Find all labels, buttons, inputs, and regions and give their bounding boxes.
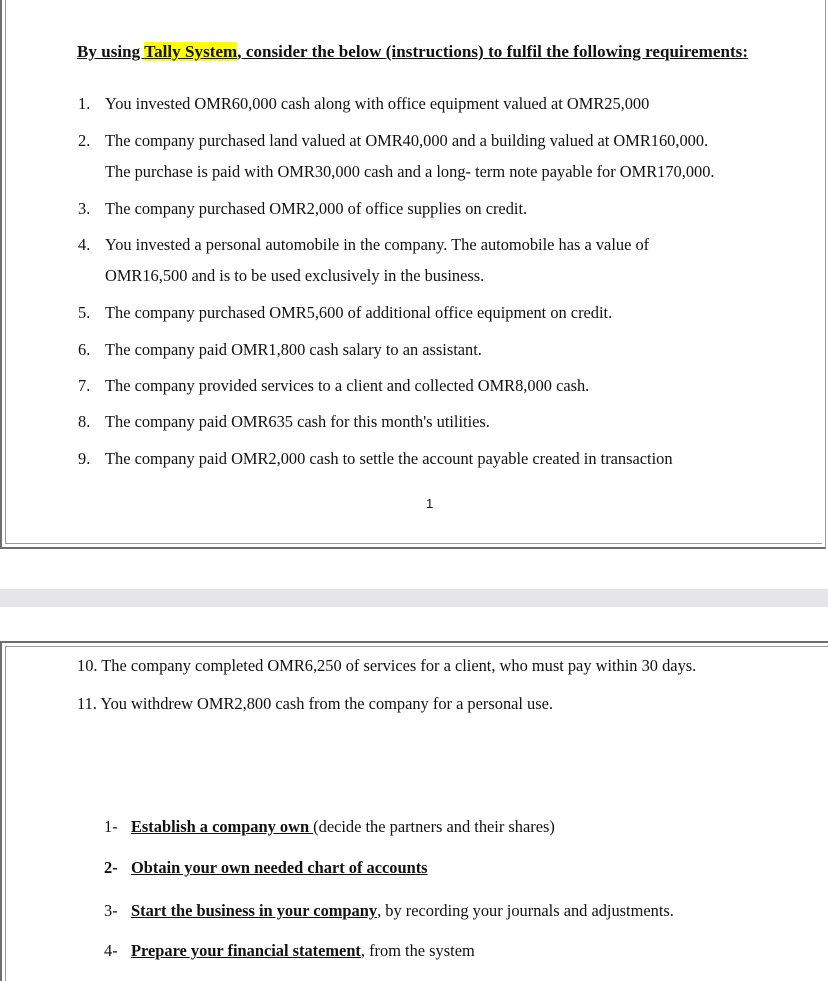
- requirement-item: [104, 817, 555, 837]
- item-text: The company provided services to a client and collected OMR8,000 cash.: [105, 376, 590, 395]
- requirement-item: [104, 901, 674, 921]
- page-border: [5, 0, 6, 544]
- requirement-item: [104, 858, 428, 878]
- page-separator: [0, 589, 828, 607]
- list-item: 11. You withdrew OMR2,800 cash from the company for a personal use.: [77, 694, 554, 713]
- item-text: The company paid OMR635 cash for this month's utilities.: [105, 412, 490, 431]
- document-page-2: [0, 641, 828, 981]
- item-text: The company paid OMR2,000 cash to settle the account payable created in transaction: [105, 449, 673, 468]
- item-text: You invested a personal automobile in the company. The automobile has a value of: [105, 235, 650, 254]
- requirement-title: Establish a company own: [131, 817, 314, 836]
- requirement-number: 1-: [104, 817, 118, 836]
- requirement-number: 2-: [104, 858, 118, 877]
- assignment-heading: [77, 42, 748, 62]
- item-text: The company purchased OMR2,000 of office supplies on credit.: [105, 199, 528, 218]
- item-number: 8.: [78, 412, 91, 431]
- item-number: 1.: [78, 94, 91, 113]
- item-text: The company paid OMR1,800 cash salary to an assistant.: [105, 340, 482, 359]
- item-number: 6.: [78, 340, 91, 359]
- item-number: 3.: [78, 199, 91, 218]
- requirement-title: Prepare your financial statement: [131, 941, 361, 960]
- heading-highlight: Tally System: [144, 42, 238, 61]
- page-number: 1: [426, 496, 434, 511]
- requirement-number: 4-: [104, 941, 118, 960]
- requirement-item: [104, 941, 475, 961]
- item-number: 9.: [78, 449, 91, 468]
- requirement-number: 3-: [104, 901, 118, 920]
- heading-suffix: , consider the below (instructions) to fulfil the following requirements:: [237, 42, 749, 61]
- requirement-title: Obtain your own needed chart of accounts: [131, 858, 428, 877]
- item-number: 4.: [78, 235, 91, 254]
- item-text: The company purchased land valued at OMR40,000 and a building valued at OMR160,000.: [105, 131, 709, 150]
- heading-prefix: By using: [77, 42, 145, 61]
- item-continuation: OMR16,500 and is to be used exclusively in the business.: [105, 266, 485, 285]
- requirement-detail: , from the system: [360, 941, 475, 960]
- item-continuation: The purchase is paid with OMR30,000 cash and a long- term note payable for OMR170,000.: [105, 162, 715, 181]
- item-text: The company purchased OMR5,600 of additional office equipment on credit.: [105, 303, 613, 322]
- item-number: 5.: [78, 303, 91, 322]
- requirement-title: Start the business in your company: [131, 901, 378, 920]
- requirement-detail: (decide the partners and their shares): [313, 817, 555, 836]
- requirement-detail: , by recording your journals and adjustments.: [377, 901, 674, 920]
- list-item: 10. The company completed OMR6,250 of services for a client, who must pay within 30 days.: [77, 656, 697, 675]
- item-text: You invested OMR60,000 cash along with office equipment valued at OMR25,000: [105, 94, 650, 113]
- item-number: 7.: [78, 376, 91, 395]
- item-number: 2.: [78, 131, 91, 150]
